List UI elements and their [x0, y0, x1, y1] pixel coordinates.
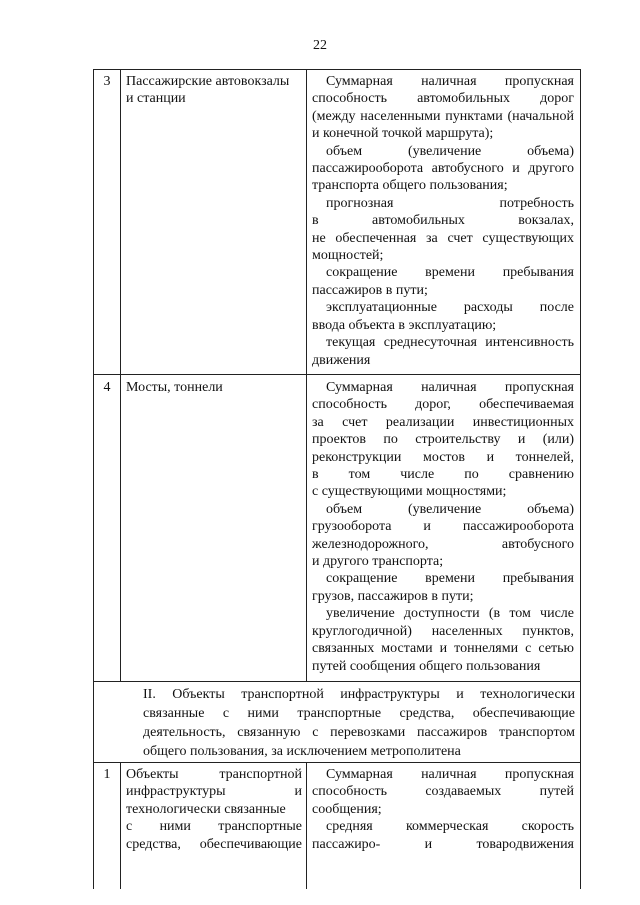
- row-number: 1: [103, 767, 111, 782]
- text-line: (между населенными пунктами (начальной: [312, 108, 574, 124]
- text-line: проектов по строительству и (или): [312, 432, 574, 448]
- heading-line: связанные с ними транспортные средства, обеспечивающие: [143, 706, 575, 721]
- indicator-list: [312, 766, 574, 853]
- text-line: транспорта общего пользования;: [312, 178, 508, 194]
- text-line: круглогодичной) населенных пунктов,: [312, 623, 574, 639]
- text-line: путей сообщения общего пользования: [312, 658, 541, 674]
- text-line: реконструкции мостов и тоннелей,: [312, 449, 574, 465]
- text-line: связанных мостами и тоннелями с сетью: [312, 641, 574, 657]
- object-name: [126, 379, 304, 396]
- text-line: пассажиро- и товародвижения: [312, 836, 574, 852]
- text-line: текущая среднесуточная интенсивность: [326, 335, 574, 351]
- text-line: грузов, пассажиров в пути;: [312, 588, 474, 604]
- name-line: и станции: [126, 91, 186, 107]
- text-line: технологически связанные: [126, 801, 286, 817]
- heading-line: деятельность, связанную с перевозками пассажиров транспортом: [143, 725, 575, 740]
- text-line: железнодорожного, автобусного: [312, 536, 574, 552]
- indicator-list: [312, 379, 574, 675]
- column-divider: [306, 69, 307, 681]
- text-line: пассажиров в пути;: [312, 282, 428, 298]
- section-heading: [143, 685, 575, 761]
- text-line: увеличение доступности (в том числе: [326, 606, 574, 622]
- row-divider: [93, 374, 581, 375]
- text-line: ввода объекта в эксплуатацию;: [312, 317, 497, 333]
- text-line: Объекты транспортной: [126, 767, 302, 782]
- indicator-list: [312, 73, 574, 369]
- object-name: [126, 73, 304, 108]
- text-line: не обеспеченная за счет существующих: [312, 230, 574, 246]
- text-line: средства, обеспечивающие: [126, 836, 302, 852]
- text-line: с существующими мощностями;: [312, 484, 507, 500]
- text-line: способность создаваемых путей: [312, 784, 574, 800]
- text-line: сообщения;: [312, 801, 382, 817]
- text-line: Суммарная наличная пропускная: [326, 380, 574, 395]
- text-line: мощностей;: [312, 248, 384, 264]
- heading-line: II. Объекты транспортной инфраструктуры и технологически: [143, 687, 575, 702]
- row-divider: [93, 762, 581, 763]
- text-line: объем (увеличение объема): [326, 143, 574, 159]
- text-line: сокращение времени пребывания: [326, 265, 574, 281]
- name-line: Пассажирские автовокзалы: [126, 74, 290, 89]
- text-line: инфраструктуры и: [126, 784, 302, 800]
- text-line: Суммарная наличная пропускная: [326, 767, 574, 782]
- table-border-right: [580, 69, 581, 889]
- page-number: 22: [313, 38, 327, 53]
- text-line: за счет реализации инвестиционных: [312, 414, 574, 430]
- text-line: в том числе по сравнению: [312, 467, 574, 483]
- heading-line: общего пользования, за исключением метрополитена: [143, 744, 461, 759]
- row-number: 4: [103, 380, 111, 395]
- text-line: объем (увеличение объема): [326, 501, 574, 517]
- text-line: грузооборота и пассажирооборота: [312, 519, 574, 535]
- object-name: [126, 766, 302, 853]
- table-border-top: [93, 69, 581, 70]
- text-line: сокращение времени пребывания: [326, 571, 574, 587]
- text-line: с ними транспортные: [126, 819, 302, 835]
- row-divider: [93, 681, 581, 682]
- text-line: движения: [312, 352, 371, 368]
- text-line: эксплуатационные расходы после: [326, 300, 574, 316]
- text-line: в автомобильных вокзалах,: [312, 213, 574, 229]
- text-line: способность дорог, обеспечиваемая: [312, 397, 574, 413]
- text-line: и конечной точкой маршрута);: [312, 126, 494, 142]
- text-line: и другого транспорта;: [312, 554, 444, 570]
- text-line: Суммарная наличная пропускная: [326, 74, 574, 89]
- indicators-table: [93, 69, 581, 889]
- row-number: 3: [103, 74, 111, 89]
- name-line: Мосты, тоннели: [126, 380, 223, 395]
- column-divider: [120, 69, 121, 681]
- text-line: прогнозная потребность: [326, 195, 574, 211]
- text-line: пассажирооборота автобусного и другого: [312, 161, 574, 177]
- column-divider: [306, 762, 307, 889]
- text-line: средняя коммерческая скорость: [326, 819, 574, 835]
- text-line: способность автомобильных дорог: [312, 91, 574, 107]
